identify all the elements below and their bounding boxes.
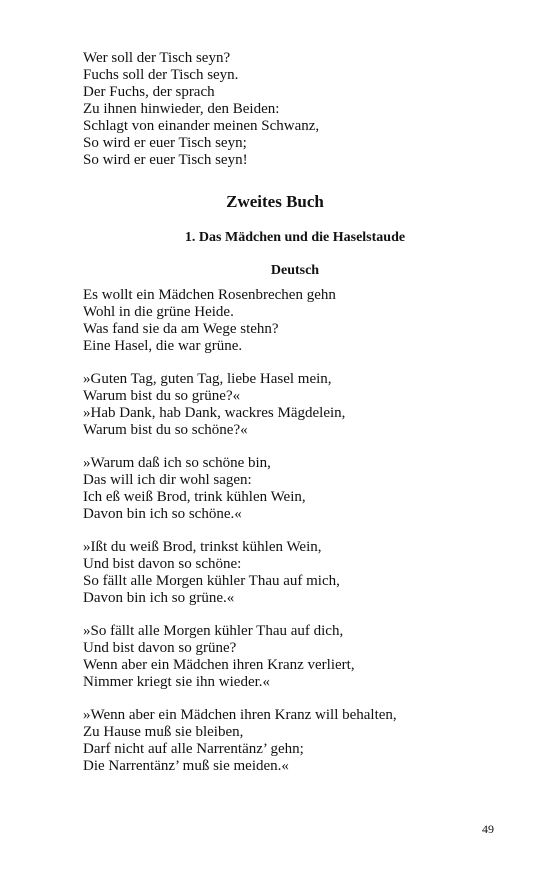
verse-line: »Warum daß ich so schöne bin,	[83, 455, 271, 471]
stanza	[83, 539, 483, 607]
verse-line: Zu Hause muß sie bleiben,	[83, 724, 244, 740]
verse-line: Ich eß weiß Brod, trink kühlen Wein,	[83, 489, 306, 505]
poem-title: 1. Das Mädchen und die Haselstaude	[184, 230, 406, 245]
verse-line: Das will ich dir wohl sagen:	[83, 472, 252, 488]
verse-line: Eine Hasel, die war grüne.	[83, 338, 243, 354]
verse-line: Und bist davon so schöne:	[83, 556, 242, 572]
language-heading: Deutsch	[270, 263, 320, 278]
verse-line: Wenn aber ein Mädchen ihren Kranz verliert,	[83, 657, 355, 673]
stanza	[83, 287, 483, 355]
stanza	[83, 623, 483, 691]
verse-line: »Ißt du weiß Brod, trinkst kühlen Wein,	[83, 539, 322, 555]
verse-line: So wird er euer Tisch seyn;	[83, 135, 247, 151]
stanza	[83, 707, 483, 775]
verse-line: Schlagt von einander meinen Schwanz,	[83, 118, 320, 134]
verse-line: Was fand sie da am Wege stehn?	[83, 321, 279, 337]
book-heading: Zweites Buch	[226, 192, 324, 211]
verse-line: Warum bist du so schöne?«	[83, 422, 248, 438]
verse-line: »Guten Tag, guten Tag, liebe Hasel mein,	[83, 371, 332, 387]
verse-line: Nimmer kriegt sie ihn wieder.«	[83, 674, 271, 690]
verse-line: Wohl in die grüne Heide.	[83, 304, 234, 320]
verse-line: Die Narrentänz’ muß sie meiden.«	[83, 758, 289, 774]
verse-line: Es wollt ein Mädchen Rosenbrechen gehn	[83, 287, 336, 303]
stanza	[83, 455, 483, 523]
verse-line: Davon bin ich so grüne.«	[83, 590, 235, 606]
verse-line: Zu ihnen hinwieder, den Beiden:	[83, 101, 280, 117]
page-number: 49	[482, 822, 494, 836]
verse-line: Warum bist du so grüne?«	[83, 388, 241, 404]
continuation-verse	[83, 50, 483, 169]
verse-line: Und bist davon so grüne?	[83, 640, 237, 656]
verse-line: So fällt alle Morgen kühler Thau auf mich,	[83, 573, 340, 589]
verse-line: »Wenn aber ein Mädchen ihren Kranz will behalten,	[83, 707, 397, 723]
verse-line: Wer soll der Tisch seyn?	[83, 50, 231, 66]
verse-line: Davon bin ich so schöne.«	[83, 506, 242, 522]
stanza	[83, 371, 483, 439]
verse-line: »Hab Dank, hab Dank, wackres Mägdelein,	[83, 405, 346, 421]
verse-line: Fuchs soll der Tisch seyn.	[83, 67, 239, 83]
verse-line: Darf nicht auf alle Narrentänz’ gehn;	[83, 741, 304, 757]
verse-line: So wird er euer Tisch seyn!	[83, 152, 248, 168]
verse-line: »So fällt alle Morgen kühler Thau auf dich,	[83, 623, 344, 639]
verse-line: Der Fuchs, der sprach	[83, 84, 215, 100]
